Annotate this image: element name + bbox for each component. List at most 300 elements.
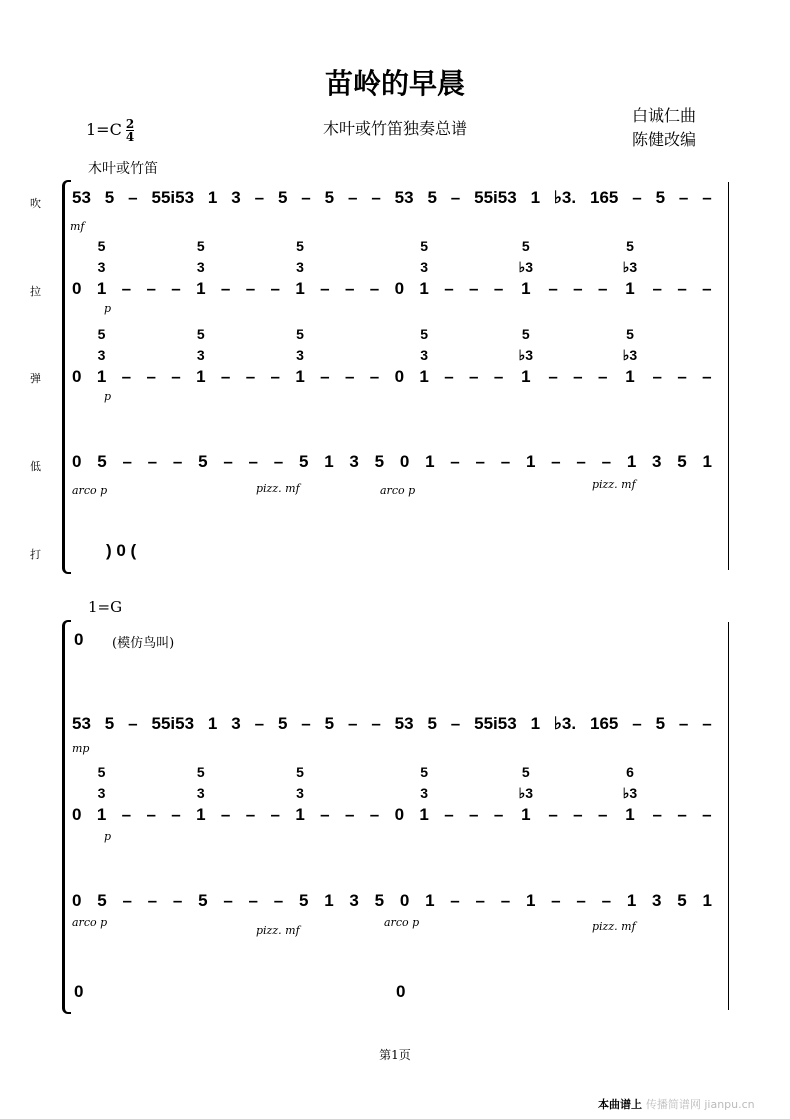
chord-note: –: [121, 279, 132, 298]
chord-note: –: [548, 279, 558, 298]
chord-note: [395, 783, 403, 804]
chord-note: –: [652, 805, 662, 824]
chord-note: [246, 324, 254, 345]
chord-note: –: [548, 367, 558, 386]
chord-note: [271, 762, 279, 783]
chord-note: –: [146, 279, 156, 298]
note: 1: [207, 714, 218, 733]
chord-note: 3: [420, 347, 428, 363]
chord: [444, 236, 453, 299]
note: –: [301, 188, 311, 207]
note: 0: [399, 891, 410, 910]
chord-note: [147, 324, 155, 345]
chord-note: [147, 762, 155, 783]
chord-note: [222, 324, 230, 345]
key-change: 1=G: [88, 598, 123, 616]
chord-note: [122, 783, 130, 804]
score-title: 苗岭的早晨: [324, 67, 465, 100]
note: 53: [394, 714, 414, 733]
chord-note: 3: [196, 259, 205, 275]
note: –: [371, 714, 381, 733]
chord-note: [73, 345, 81, 366]
chord-note: [321, 345, 329, 366]
chord-note: 0: [72, 279, 82, 298]
note: 1: [702, 891, 712, 910]
staff-label: 打: [30, 548, 41, 561]
chord-note: [73, 762, 81, 783]
chord: [171, 762, 180, 825]
barline: [728, 182, 729, 570]
chord-note: –: [702, 367, 712, 386]
chord-note: [122, 324, 130, 345]
chord-note: 5: [196, 764, 205, 780]
chord-note: 0: [394, 805, 405, 824]
arranger: 陈健改编: [632, 130, 697, 149]
chord-note: [653, 345, 661, 366]
time-num: 2: [125, 117, 135, 131]
chord: [573, 324, 582, 387]
chord-note: [172, 345, 180, 366]
chord-note: 5: [420, 238, 428, 254]
chord-note: [172, 762, 180, 783]
note: 55i53: [474, 188, 517, 207]
chord-note: 3: [296, 785, 304, 801]
note: 3: [349, 891, 359, 910]
note: 53: [72, 714, 91, 733]
chord-note: –: [597, 367, 608, 386]
chord-note: –: [344, 805, 355, 824]
chord-note: [445, 236, 453, 257]
note: 5: [655, 188, 666, 207]
chord-note: –: [270, 279, 280, 298]
chord-note: 1: [625, 367, 635, 386]
note: –: [576, 891, 586, 910]
note: –: [122, 891, 132, 910]
chord-note: [470, 236, 478, 257]
chord-note: –: [270, 367, 280, 386]
chord-note: [678, 236, 686, 257]
chord-note: –: [493, 279, 504, 298]
chord-note: [147, 783, 155, 804]
watermark: 传播简谱网 jianpu.cn: [645, 1098, 755, 1111]
chord-note: [470, 762, 478, 783]
chord-note: 1: [419, 805, 429, 824]
chord-note: 0: [394, 279, 405, 298]
dynamic-mark: arco p: [72, 916, 108, 929]
chord-note: [678, 783, 686, 804]
note: 1: [425, 452, 435, 471]
chord-note: [346, 324, 354, 345]
chord: [395, 236, 404, 299]
chord-note: –: [469, 805, 479, 824]
chord-note: [495, 324, 503, 345]
chord: [623, 762, 637, 825]
chord-note: [653, 762, 661, 783]
chord-note: 1: [625, 279, 635, 298]
chord-note: –: [369, 367, 380, 386]
chord-note: 6: [626, 764, 634, 780]
note: 1: [324, 452, 334, 471]
note: 5: [277, 714, 288, 733]
note: –: [450, 452, 460, 471]
chord: [146, 324, 155, 387]
chord: [702, 762, 711, 825]
chord: [122, 324, 131, 387]
chord-note: 1: [521, 279, 531, 298]
note: 5: [374, 452, 385, 471]
chord: [221, 324, 230, 387]
percussion-rest: 0: [74, 982, 84, 1001]
chord: [419, 324, 428, 387]
chord-note: [599, 783, 607, 804]
chord-note: –: [493, 805, 504, 824]
chord-note: [246, 236, 254, 257]
chord-note: 3: [97, 259, 106, 275]
chord-note: [495, 236, 503, 257]
note: 1: [626, 452, 637, 471]
chord: [395, 762, 404, 825]
chord-note: [445, 324, 453, 345]
chord-note: [495, 257, 503, 278]
rest: 0: [74, 630, 84, 649]
chord-note: –: [344, 279, 355, 298]
dynamic-mark: arco p: [384, 916, 420, 929]
chord-note: [222, 762, 230, 783]
staff-label: 弹: [30, 372, 41, 385]
note: 5: [104, 714, 115, 733]
time-den: 4: [125, 130, 135, 144]
note: 5: [298, 452, 309, 471]
chord-note: 5: [521, 764, 530, 780]
chord-note: 1: [419, 279, 429, 298]
chord-note: ♭3: [518, 785, 534, 801]
staff-label: 吹: [30, 197, 41, 210]
chord-note: [470, 257, 478, 278]
chord-note: [271, 345, 279, 366]
chord: [702, 236, 711, 299]
note: –: [273, 452, 284, 471]
footer-text: 本曲谱上: [598, 1098, 642, 1111]
bass-staff: [72, 452, 712, 472]
chord: [97, 324, 106, 387]
note: ♭3.: [553, 188, 577, 207]
chord: [469, 236, 478, 299]
chord-note: 1: [196, 805, 206, 824]
chord-note: [653, 257, 661, 278]
chord-note: [122, 345, 130, 366]
note: 5: [277, 188, 288, 207]
chord-staff: [72, 236, 712, 299]
chord-note: –: [677, 805, 687, 824]
note: –: [347, 188, 358, 207]
chord-note: [122, 762, 130, 783]
chord-note: [271, 236, 279, 257]
chord-note: 1: [295, 279, 305, 298]
chord-note: –: [320, 805, 330, 824]
chord-note: [222, 783, 230, 804]
chord: [221, 762, 230, 825]
chord-note: [271, 257, 279, 278]
chord-note: –: [444, 367, 454, 386]
chord-note: 3: [296, 347, 304, 363]
note: 5: [324, 714, 335, 733]
chord-note: 1: [96, 805, 107, 824]
chord-note: –: [146, 805, 156, 824]
chord-note: 1: [521, 367, 531, 386]
chord-note: [549, 257, 557, 278]
chord-note: [703, 236, 711, 257]
chord-note: [703, 345, 711, 366]
note: –: [632, 188, 642, 207]
chord: [271, 762, 280, 825]
chord-note: [370, 762, 378, 783]
chord-note: [574, 345, 582, 366]
dynamic-mark: mf: [70, 220, 85, 233]
note: 3: [652, 891, 662, 910]
chord-note: [172, 257, 180, 278]
chord-note: [599, 236, 607, 257]
chord-note: –: [220, 279, 231, 298]
chord-note: [222, 345, 230, 366]
chord-note: [321, 324, 329, 345]
note: 5: [427, 714, 437, 733]
chord: [469, 762, 478, 825]
chord-note: –: [220, 805, 231, 824]
chord: [345, 236, 354, 299]
chord-note: [549, 236, 557, 257]
dynamic-mark: pizz. mf: [592, 478, 636, 491]
chord-note: [370, 236, 378, 257]
chord-note: –: [702, 279, 712, 298]
note: –: [450, 714, 461, 733]
dynamic-mark: arco p: [72, 484, 108, 497]
chord: [122, 236, 131, 299]
chord-note: ♭3: [622, 785, 638, 801]
chord-note: –: [320, 279, 330, 298]
chord-note: [271, 783, 279, 804]
chord-note: [574, 324, 582, 345]
dynamic-mark: p: [104, 390, 112, 403]
chord: [72, 762, 81, 825]
note: –: [172, 891, 183, 910]
chord-note: 5: [521, 326, 530, 342]
chord-note: 1: [295, 367, 305, 386]
chord: [97, 236, 106, 299]
chord: [246, 324, 255, 387]
chord-note: [271, 324, 279, 345]
chord-note: 1: [521, 805, 531, 824]
chord-note: [73, 324, 81, 345]
chord: [72, 236, 81, 299]
chord-note: [703, 257, 711, 278]
chord: [494, 236, 503, 299]
chord: [623, 236, 637, 299]
chord: [345, 762, 354, 825]
note: –: [122, 452, 132, 471]
chord: [548, 324, 557, 387]
note: –: [601, 891, 612, 910]
note: 3: [231, 188, 241, 207]
chord: [221, 236, 230, 299]
note: 55i53: [151, 188, 195, 207]
chord: [72, 324, 81, 387]
melody-staff: [72, 714, 712, 734]
chord: [295, 324, 304, 387]
dynamic-mark: arco p: [380, 484, 416, 497]
chord-note: 5: [420, 764, 428, 780]
chord-note: [549, 762, 557, 783]
chord-note: [321, 762, 329, 783]
chord-note: [222, 236, 230, 257]
note: –: [248, 452, 258, 471]
chord: [419, 236, 428, 299]
chord: [519, 236, 533, 299]
note: 0: [72, 452, 82, 471]
chord-note: [445, 762, 453, 783]
chord-note: 5: [296, 238, 304, 254]
chord-note: –: [573, 279, 583, 298]
staff-label: 低: [30, 460, 41, 473]
chord-note: –: [245, 367, 256, 386]
chord-note: [495, 762, 503, 783]
note: 1: [525, 891, 536, 910]
chord-note: [574, 257, 582, 278]
chord-note: [599, 257, 607, 278]
chord-note: 1: [295, 805, 305, 824]
chord-note: 5: [626, 238, 634, 254]
chord-note: [599, 762, 607, 783]
chord-note: [346, 783, 354, 804]
chord-note: 1: [196, 279, 206, 298]
chord-note: [73, 783, 81, 804]
chord-note: [470, 345, 478, 366]
note: –: [254, 188, 265, 207]
note: –: [254, 714, 265, 733]
chord-note: [321, 257, 329, 278]
chord-note: –: [493, 367, 504, 386]
note: –: [371, 188, 381, 207]
chord-note: 1: [96, 367, 107, 386]
chord-note: [678, 324, 686, 345]
chord-note: [73, 257, 81, 278]
chord-note: 3: [420, 259, 428, 275]
chord-note: –: [220, 367, 231, 386]
chord-note: [346, 762, 354, 783]
chord-note: [445, 783, 453, 804]
chord-note: [653, 324, 661, 345]
chord-note: 3: [420, 785, 428, 801]
chord-note: [549, 783, 557, 804]
melody-staff: [72, 188, 712, 208]
note: –: [450, 891, 460, 910]
bass-staff: [72, 891, 712, 911]
chord-note: 0: [394, 367, 405, 386]
note: –: [223, 891, 233, 910]
chord-note: [370, 345, 378, 366]
chord-note: [246, 762, 254, 783]
chord: [171, 324, 180, 387]
chord: [444, 324, 453, 387]
chord: [653, 762, 662, 825]
chord: [653, 236, 662, 299]
chord-note: –: [270, 805, 280, 824]
chord-note: –: [702, 805, 712, 824]
chord: [320, 762, 329, 825]
chord: [677, 324, 686, 387]
note: –: [702, 714, 712, 733]
note: 5: [677, 891, 687, 910]
chord-note: –: [444, 279, 454, 298]
chord-note: 3: [97, 785, 106, 801]
note: –: [500, 891, 511, 910]
note: –: [273, 891, 284, 910]
note: 5: [198, 891, 208, 910]
chord-note: [147, 345, 155, 366]
note: –: [678, 714, 689, 733]
note: 165: [589, 714, 619, 733]
chord-note: –: [171, 805, 181, 824]
chord-note: [122, 257, 130, 278]
chord-note: [653, 236, 661, 257]
chord-note: ♭3: [518, 347, 534, 363]
chord: [295, 236, 304, 299]
chord-note: –: [677, 367, 687, 386]
barline: [728, 622, 729, 1010]
note: 5: [324, 188, 335, 207]
chord-staff: [72, 762, 712, 825]
percussion-rest: ) 0 (: [106, 541, 137, 560]
note: 1: [702, 452, 712, 471]
chord-note: ♭3: [622, 259, 638, 275]
chord-note: 0: [72, 805, 82, 824]
chord: [271, 236, 280, 299]
note: 1: [525, 452, 536, 471]
chord-note: 1: [419, 367, 429, 386]
chord-note: –: [652, 367, 662, 386]
chord-note: 3: [97, 347, 106, 363]
chord: [573, 236, 582, 299]
key-label: 1=C: [86, 120, 122, 139]
chord-note: –: [548, 805, 558, 824]
note: 3: [349, 452, 359, 471]
chord-note: [321, 236, 329, 257]
note: –: [128, 188, 138, 207]
footer-note: [598, 1096, 755, 1112]
chord-note: 1: [625, 805, 635, 824]
chord-note: [147, 236, 155, 257]
chord-note: –: [344, 367, 355, 386]
instrument-name: 木叶或竹笛: [88, 161, 158, 177]
chord-note: –: [597, 805, 608, 824]
chord: [271, 324, 280, 387]
chord-note: [246, 345, 254, 366]
chord-note: [549, 345, 557, 366]
chord: [598, 236, 607, 299]
chord-note: [495, 345, 503, 366]
chord-note: –: [171, 279, 181, 298]
chord-note: 5: [626, 326, 634, 342]
chord-note: [73, 236, 81, 257]
chord-note: [599, 324, 607, 345]
chord-note: 1: [96, 279, 107, 298]
chord-note: [495, 783, 503, 804]
chord-note: 0: [72, 367, 82, 386]
chord: [246, 236, 255, 299]
note: 1: [530, 188, 541, 207]
note: 53: [394, 188, 414, 207]
chord: [122, 762, 131, 825]
chord-note: [445, 345, 453, 366]
